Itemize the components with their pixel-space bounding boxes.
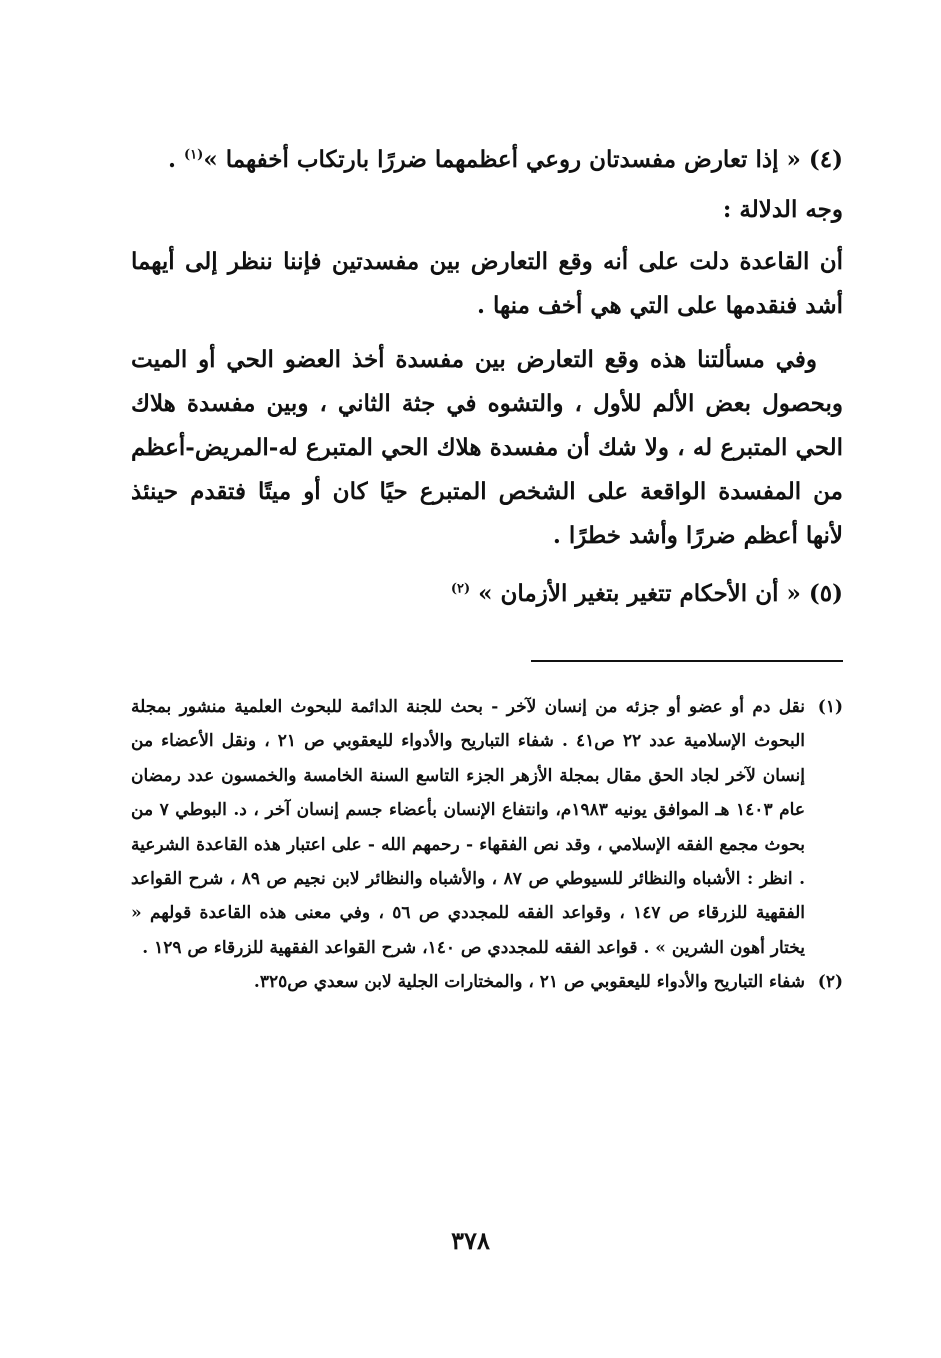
footnote-divider bbox=[531, 660, 843, 662]
paragraph-2: وفي مسألتنا هذه وقع التعارض بين مفسدة أخذ العضو الحي أو الميت وبحصول بعض الألم للأول ، والتشوه في جثة الثاني ، وبين مفسدة هلاك الحي المتبرع له ، ولا شك أن مفسدة هلاك الحي المتبرع له-المريض-أعظم من المفسدة الواقعة على الشخص المتبرع حيًا كان أو ميتًا فتقدم حينئذ لأنها أعظم ضررًا وأشد خطرًا . bbox=[131, 346, 843, 549]
page-number: ٣٧٨ bbox=[451, 1226, 490, 1255]
footnote-ref-1: (١) bbox=[184, 147, 204, 163]
section-heading: وجه الدلالة : bbox=[722, 196, 843, 223]
rule-4-text: (٤) « إذا تعارض مفسدتان روعي أعظمهما ضررًا بارتكاب أخفهما » bbox=[203, 146, 843, 173]
footnotes bbox=[131, 690, 843, 1000]
rule-5-text: (٥) « أن الأحكام تتغير بتغير الأزمان » bbox=[478, 580, 843, 607]
footnote-number: (١) bbox=[817, 697, 843, 717]
rule-4-end: . bbox=[168, 146, 185, 173]
rule-5 bbox=[131, 572, 843, 616]
footnote-number: (٢) bbox=[817, 972, 843, 993]
rule-4 bbox=[131, 138, 843, 182]
footnote-text: شفاء التباريح والأدواء لليعقوبي ص ٢١ ، والمختارات الجلية لابن سعدي ص٣٢٥. bbox=[253, 972, 805, 993]
footnote-ref-2: (٢) bbox=[450, 581, 471, 597]
footnote-2 bbox=[131, 965, 843, 999]
main-text bbox=[131, 138, 843, 616]
paragraph-1: أن القاعدة دلت على أنه وقع التعارض بين مفسدتين فإننا ننظر إلى أيهما أشد فنقدمها على التي هي أخف منها . bbox=[131, 248, 843, 319]
footnote-1 bbox=[131, 690, 843, 965]
footnote-text: نقل دم أو عضو أو جزئه من إنسان لآخر - بحث للجنة الدائمة للبحوث العلمية منشور بمجلة البحوث الإسلامية عدد ٢٢ ص٤١ . شفاء التباريح والأدواء لليعقوبي ص ٢١ ، ونقل الأعضاء من إنسان لآخر لجاد الحق مقال بمجلة الأزهر الجزء التاسع السنة الخامسة والخمسون عدد رمضان عام ١٤٠٣ هـ الموافق يونيه ١٩٨٣م، وانتفاع الإنسان بأعضاء جسم إنسان آخر ، د. البوطي ٧ من بحوث مجمع الفقه الإسلامي ، وقد نص الفقهاء - رحمهم الله - على اعتبار هذه القاعدة الشرعية . انظر : الأشباه والنظائر للسيوطي ص ٨٧ ، والأشباه والنظائر لابن نجيم ص ٨٩ ، شرح القواعد الفقهية للزرقاء ص ١٤٧ ، وقواعد الفقه للمجددي ص ٥٦ ، وفي معنى هذه القاعدة قولهم « يختار أهون الشرين » . قواعد الفقه للمجددي ص ١٤٠، شرح القواعد الفقهية للزرقاء ص ١٢٩ . bbox=[131, 697, 806, 958]
